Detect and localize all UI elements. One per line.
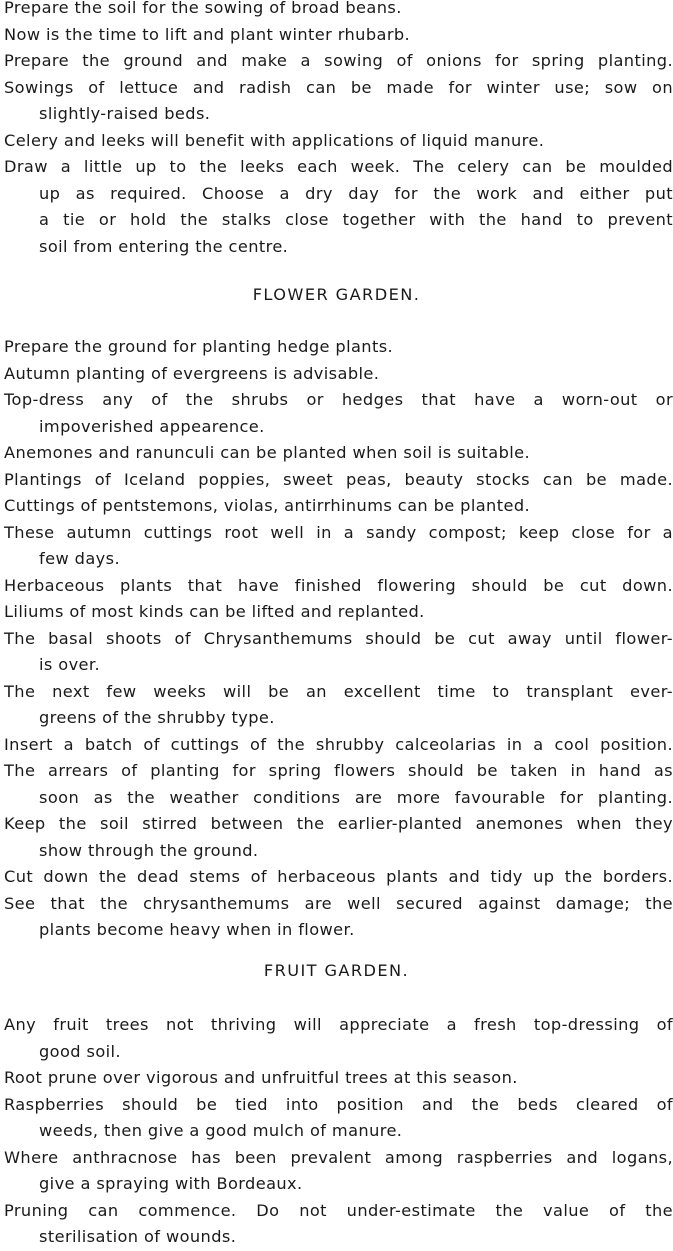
entry-line: See that the chrysanthemums are well secured against damage; the [4,893,673,913]
entry-line: Any fruit trees not thriving will appreciate a fresh top-dressing of [4,1015,673,1034]
list-item [0,334,673,361]
list-item [0,493,673,520]
list-item [0,1145,673,1198]
list-item [0,1198,673,1251]
list-item [0,864,673,891]
entry-line: sterilisation of wounds. [39,1227,237,1246]
entry-line: Top-dress any of the shrubs or hedges that have a worn-out or [4,390,673,409]
entry-line: Root prune over vigorous and unfruitful trees at this season. [4,1068,518,1087]
entry-line: slightly-raised beds. [39,104,211,123]
entry-line: Autumn planting of evergreens is advisable. [4,363,380,383]
entry-line: Cuttings of pentstemons, violas, antirrhinums can be planted. [4,496,531,515]
list-item [0,0,673,22]
entry-line: The basal shoots of Chrysanthemums should be cut away until flower- [4,628,673,648]
entry-line: show through the ground. [39,840,259,860]
entry-line: The next few weeks will be an excellent time to transplant ever- [4,681,673,701]
list-item [0,732,673,759]
entry-line: up as required. Choose a dry day for the work and either put [39,183,673,203]
entry-line: plants become heavy when in flower. [39,920,355,939]
entry-line: Prepare the ground and make a sowing of onions for spring planting. [4,51,673,70]
entry-line: a tie or hold the stalks close together with the hand to prevent [39,210,673,229]
entry-line: Prepare the soil for the sowing of broad beans. [4,0,402,17]
entry-line: few days. [39,549,120,568]
entry-line: Keep the soil stirred between the earlier-planted anemones when they [4,814,673,833]
entry-line: These autumn cuttings root well in a sandy compost; keep close for a [4,522,673,542]
entry-line: Raspberries should be tied into position and the beds cleared of [4,1094,673,1114]
list-item [0,679,673,732]
list-item [0,811,673,864]
list-item [0,467,673,494]
entry-line: weeds, then give a good mulch of manure. [39,1121,403,1140]
list-item [0,891,673,944]
entry-line: Celery and leeks will benefit with applications of liquid manure. [4,130,545,150]
vegetable-section [0,0,673,260]
entry-line: Draw a little up to the leeks each week. The celery can be moulded [4,157,673,176]
flower-garden-section [0,334,673,944]
list-item [0,128,673,155]
entry-line: give a spraying with Bordeaux. [39,1174,303,1193]
entry-line: greens of the shrubby type. [39,708,275,727]
list-item [0,387,673,440]
list-item [0,440,673,467]
list-item [0,154,673,260]
entry-line: Where anthracnose has been prevalent among raspberries and logans, [4,1147,673,1167]
entry-line: Cut down the dead stems of herbaceous plants and tidy up the borders. [4,867,673,886]
list-item [0,361,673,388]
flower-garden-heading: FLOWER GARDEN. [252,285,421,304]
entry-line: Sowings of lettuce and radish can be made for winter use; sow on [4,77,673,97]
entry-line: Pruning can commence. Do not under-estimate the value of the [4,1200,673,1220]
entry-line: good soil. [39,1041,121,1061]
list-item [0,1065,673,1092]
list-item [0,75,673,128]
entry-line: Prepare the ground for planting hedge plants. [4,337,394,356]
list-item [0,520,673,573]
entry-line: Liliums of most kinds can be lifted and replanted. [4,602,425,621]
entry-line: impoverished appearence. [39,416,265,436]
entry-line: Anemones and ranunculi can be planted when soil is suitable. [4,443,531,462]
entry-line: soil from entering the centre. [39,236,289,256]
list-item [0,573,673,600]
list-item [0,48,673,75]
entry-line: soon as the weather conditions are more favourable for planting. [39,787,673,807]
list-item [0,1092,673,1145]
fruit-garden-section [0,1012,673,1251]
entry-line: Insert a batch of cuttings of the shrubby calceolarias in a cool position. [4,734,673,754]
entry-line: Plantings of Iceland poppies, sweet peas, beauty stocks can be made. [4,469,673,489]
list-item [0,22,673,49]
list-item [0,758,673,811]
list-item [0,1012,673,1065]
fruit-garden-heading: FRUIT GARDEN. [263,961,410,980]
entry-line: Now is the time to lift and plant winter rhubarb. [4,24,411,44]
list-item [0,626,673,679]
entry-line: Herbaceous plants that have finished flowering should be cut down. [4,575,673,595]
entry-line: The arrears of planting for spring flowers should be taken in hand as [4,761,673,780]
entry-line: is over. [39,655,101,674]
list-item [0,599,673,626]
